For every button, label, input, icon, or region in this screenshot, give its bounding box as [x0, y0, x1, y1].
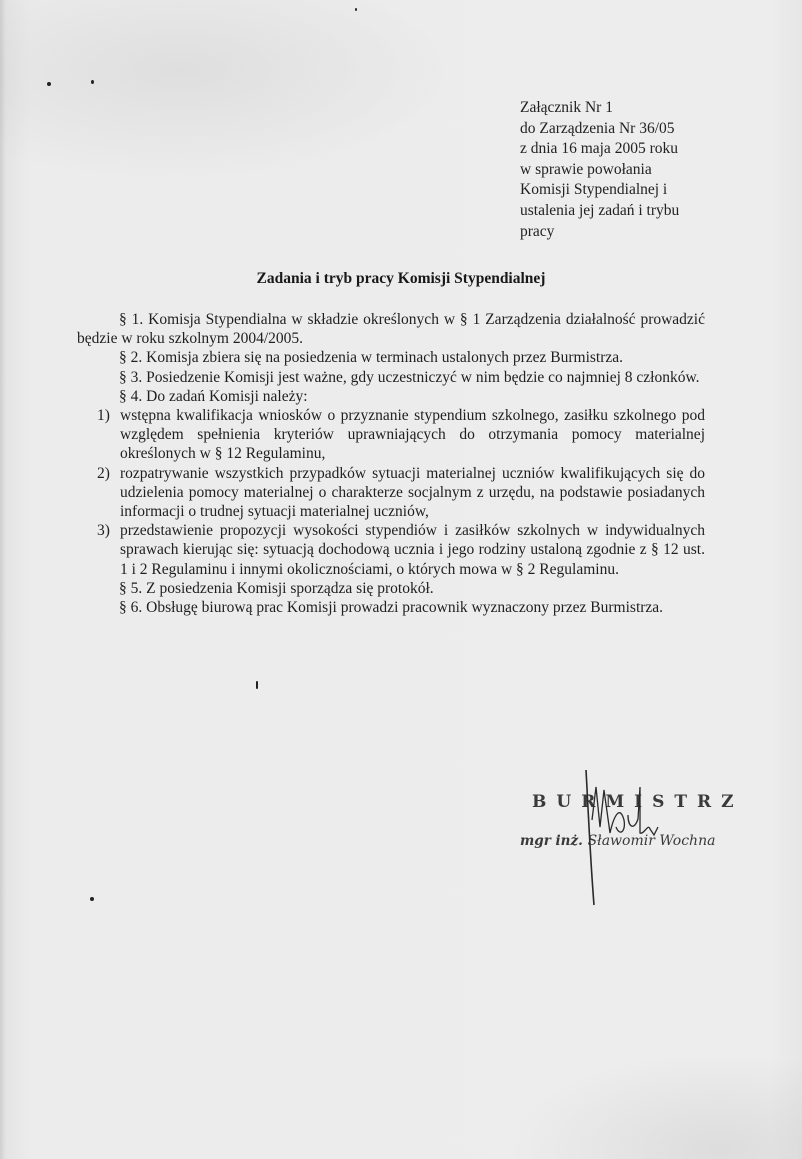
- scan-speck: [47, 82, 51, 86]
- section-3: § 3. Posiedzenie Komisji jest ważne, gdy uczestniczyć w nim będzie co najmniej 8 członków.: [119, 368, 700, 386]
- annex-line: ustalenia jej zadań i trybu: [520, 201, 680, 219]
- section-4-list: [77, 406, 705, 579]
- annex-line: w sprawie powołania: [520, 160, 652, 178]
- section-4: § 4. Do zadań Komisji należy:: [119, 387, 308, 405]
- list-item-text: rozpatrywanie wszystkich przypadków sytuacji materialnej uczniów kwalifikujących się do udzielenia pomocy materialnej o charakterze socjalnym z urzędu, na podstawie posiadanych informacji o trudnej sytuacji materialnej uczniów,: [120, 464, 705, 521]
- annex-line: z dnia 16 maja 2005 roku: [520, 140, 678, 158]
- list-item-number: 2): [97, 464, 110, 482]
- list-item-text: wstępna kwalifikacja wniosków o przyznanie stypendium szkolnego, zasiłku szkolnego pod względem spełnienia kryteriów uprawniających do otrzymania pomocy materialnej określonych w § 12 Regulaminu,: [120, 407, 705, 463]
- list-item: [77, 521, 705, 579]
- document-body: [77, 310, 705, 617]
- scan-speck: [355, 8, 357, 11]
- scan-speck: [256, 681, 258, 689]
- list-item-number: 3): [97, 522, 110, 540]
- annex-line: Komisji Stypendialnej i: [520, 181, 668, 199]
- stamp-prefix: mgr inż.: [520, 833, 583, 849]
- stamp-title: BURMISTRZ: [532, 792, 744, 812]
- scan-speck: [90, 897, 94, 901]
- scan-speck: [91, 80, 94, 84]
- list-item-number: 1): [97, 407, 110, 425]
- section-5: § 5. Z posiedzenia Komisji sporządza się protokół.: [119, 579, 434, 597]
- annex-header: [520, 98, 740, 242]
- stamp-person-name: Sławomir Wochna: [587, 833, 716, 849]
- section-6: § 6. Obsługę biurową prac Komisji prowadzi pracownik wyznaczony przez Burmistrza.: [119, 599, 664, 617]
- annex-line: do Zarządzenia Nr 36/05: [520, 119, 675, 137]
- section-2: § 2. Komisja zbiera się na posiedzenia w terminach ustalonych przez Burmistrza.: [119, 349, 624, 367]
- list-item: [77, 464, 705, 522]
- list-item: [77, 406, 705, 464]
- handwritten-signature: [570, 765, 680, 910]
- annex-line: Załącznik Nr 1: [520, 99, 613, 116]
- annex-line: pracy: [520, 222, 555, 240]
- document-title: Zadania i tryb pracy Komisji Stypendialnej: [256, 270, 546, 287]
- list-item-text: przedstawienie propozycji wysokości stypendiów i zasiłków szkolnych w indywidualnych sprawach kierując się: sytuacją dochodową ucznia i jego rodziny ustaloną zgodnie z § 12 ust. 1 i 2 Regulaminu i innymi okolicznościami, o których mowa w § 2 Regulaminu.: [120, 522, 705, 578]
- section-1: § 1. Komisja Stypendialna w składzie określonych w § 1 Zarządzenia działalność prowadzić będzie w roku szkolnym 2004/2005.: [77, 311, 705, 348]
